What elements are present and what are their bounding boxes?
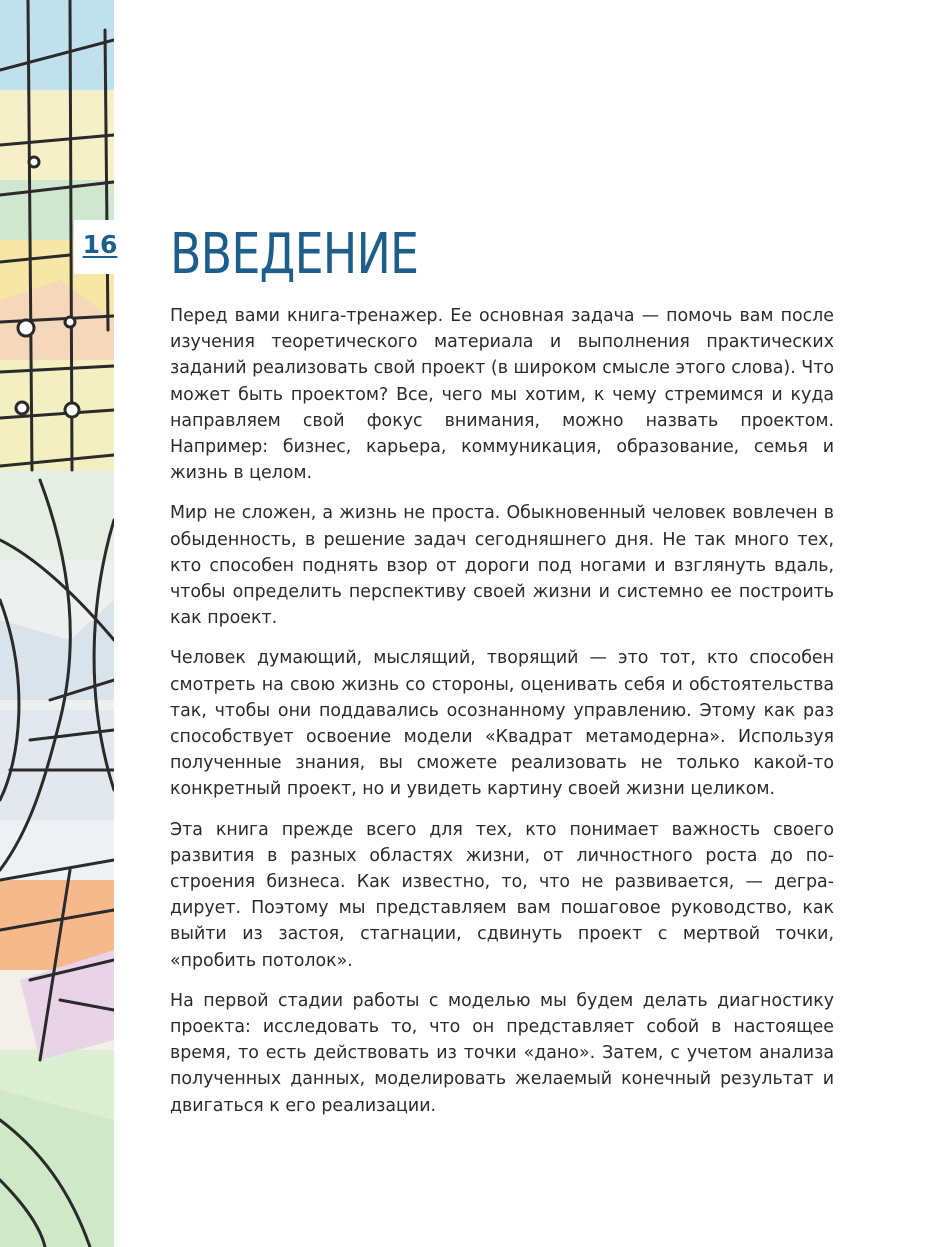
paragraph-1: Перед вами книга-тренажер. Ее основная задача — помочь вам после изучения теоретического материала и выполнения практических заданий реализовать свой проект (в широком смысле этого слова). Что может быть проектом? Все, чего мы хотим, к чему стремимся и куда направляем свой фокус внимания, можно назвать проектом. Например: бизнес, карьера, коммуникация, образование, семья и жизнь в целом.	[170, 306, 834, 484]
page-title: ВВЕДЕНИЕ	[170, 222, 419, 287]
abstract-drawing-illustration	[0, 0, 114, 1247]
paragraph-5: На первой стадии работы с моделью мы будем делать диагностику проекта: исследовать то, что он представляет собой в настоящее время, то есть действовать из точки «дано». Затем, с учетом анализа полученных данных, моделировать желаемый конечный результат и двигаться к его реализации.	[170, 990, 834, 1116]
decorative-illustration-strip	[0, 0, 114, 1247]
page-number: 16	[74, 220, 126, 274]
body-text	[170, 303, 834, 1133]
paragraph-3: Человек думающий, мыслящий, творящий — это тот, кто способен смотреть на свою жизнь со стороны, оценивать себя и обстоятельства так, чтобы они поддавались осознанному управлению. Этому как раз способствует освоение модели «Квадрат метамодерна». Используя полученные знания, вы сможете реализовать не только какой-то конкретный проект, но и увидеть картину своей жизни целиком.	[170, 648, 834, 800]
paragraph-4: Эта книга прежде всего для тех, кто понимает важность своего развития в разных областях жизни, от личностного роста до построения бизнеса. Как известно, то, что не развивается, — деградирует. Поэтому мы представляем вам пошаговое руководство, как выйти из застоя, стагнации, сдвинуть проект с мертвой точки, «пробить потолок».	[170, 819, 834, 971]
paragraph-2: Мир не сложен, а жизнь не проста. Обыкновенный человек вовлечен в обыденность, в решение задач сегодняшнего дня. Не так много тех, кто способен поднять взор от дороги под ногами и взглянуть вдаль, чтобы определить перспективу своей жизни и системно ее построить как проект.	[170, 503, 834, 629]
